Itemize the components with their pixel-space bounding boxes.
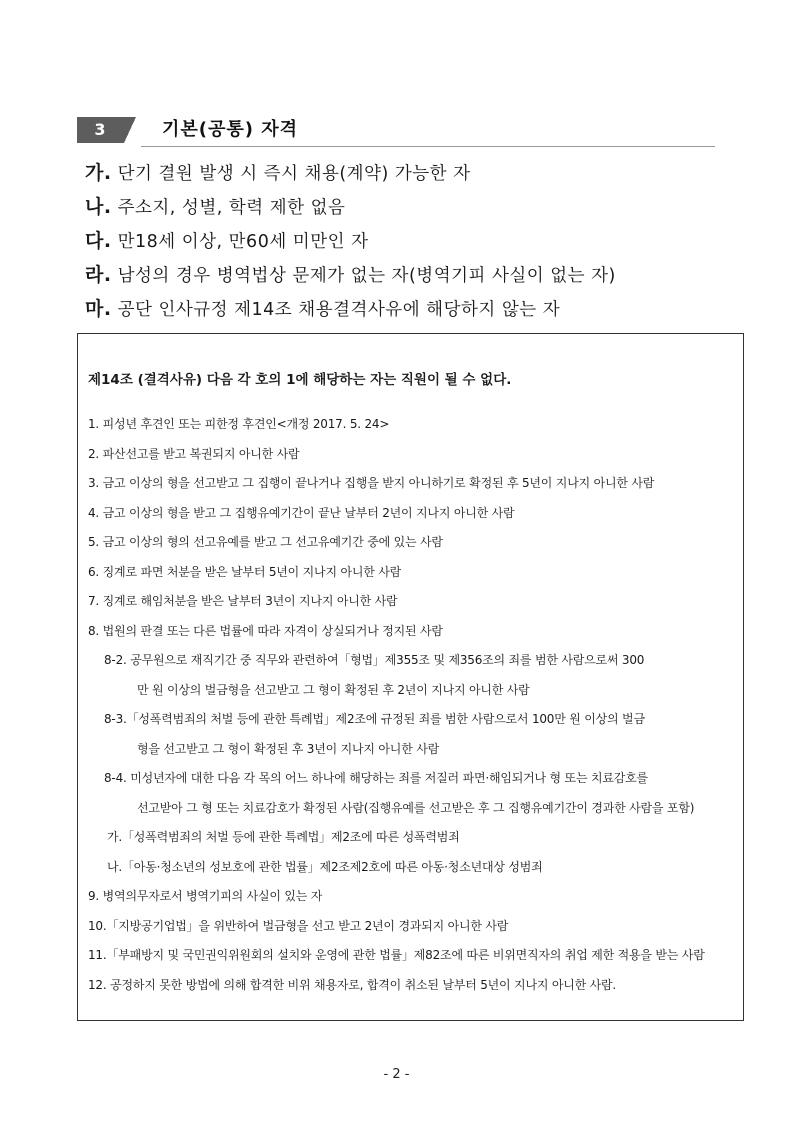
criteria-text: 만18세 이상, 만60세 미만인 자	[117, 232, 369, 252]
regulation-subline-continued: 형을 선고받고 그 형이 확정된 후 3년이 지나지 아니한 사람	[137, 741, 439, 756]
regulation-subline: 8-3.「성폭력범죄의 처벌 등에 관한 특례법」제2조에 규정된 죄를 범한 사람으로서 100만 원 이상의 벌금	[104, 712, 645, 726]
section-title: 기본(공통) 자격	[162, 119, 299, 140]
criteria-marker: 가.	[85, 162, 112, 184]
regulation-line: 2. 파산선고를 받고 복권되지 아니한 사람	[88, 446, 300, 461]
criteria-item	[85, 192, 725, 226]
section-number-badge: 3	[77, 117, 131, 143]
regulation-subline-continued: 만 원 이상의 벌금형을 선고받고 그 형이 확정된 후 2년이 지나지 아니한 사람	[137, 682, 530, 697]
regulation-items	[88, 410, 738, 1000]
regulation-line: 10.「지방공기업법」을 위반하여 벌금형을 선고 받고 2년이 경과되지 아니한 사람	[88, 918, 509, 933]
criteria-item	[85, 260, 725, 294]
page-number: - 2 -	[383, 1067, 410, 1082]
regulation-line: 4. 금고 이상의 형을 받고 그 집행유예기간이 끝난 날부터 2년이 지나지 아니한 사람	[88, 505, 515, 520]
criteria-text: 남성의 경우 병역법상 문제가 없는 자(병역기피 사실이 없는 자)	[117, 266, 616, 286]
criteria-marker: 나.	[85, 196, 112, 218]
criteria-text: 공단 인사규정 제14조 채용결격사유에 해당하지 않는 자	[117, 300, 561, 320]
regulation-subline-continued: 선고받아 그 형 또는 치료감호가 확정된 사람(집행유예를 선고받은 후 그 집행유예기간이 경과한 사람을 포함)	[137, 800, 695, 815]
criteria-list	[85, 158, 725, 328]
criteria-item	[85, 158, 725, 192]
regulation-line: 8. 법원의 판결 또는 다른 법률에 따라 자격이 상실되거나 정지된 사람	[88, 623, 443, 638]
criteria-marker: 마.	[85, 298, 112, 320]
criteria-text: 주소지, 성별, 학력 제한 없음	[117, 198, 346, 218]
criteria-item	[85, 294, 725, 328]
regulation-subline: 8-4. 미성년자에 대한 다음 각 목의 어느 하나에 해당하는 죄를 저질러 파면·해임되거나 형 또는 치료감호를	[104, 771, 648, 785]
regulation-lettered-line: 가.「성폭력범죄의 처벌 등에 관한 특례법」제2조에 따른 성폭력범죄	[107, 830, 460, 844]
criteria-item	[85, 226, 725, 260]
criteria-marker: 다.	[85, 230, 112, 252]
regulation-line: 9. 병역의무자로서 병역기피의 사실이 있는 자	[88, 889, 323, 903]
regulation-line: 7. 징계로 해임처분을 받은 날부터 3년이 지나지 아니한 사람	[88, 594, 398, 608]
section-badge-slant	[124, 117, 136, 143]
regulation-line: 6. 징계로 파면 처분을 받은 날부터 5년이 지나지 아니한 사람	[88, 564, 402, 579]
section-header	[77, 115, 715, 147]
regulation-heading: 제14조 (결격사유) 다음 각 호의 1에 해당하는 자는 직원이 될 수 없다.	[88, 372, 512, 388]
regulation-line: 5. 금고 이상의 형의 선고유예를 받고 그 선고유예기간 중에 있는 사람	[88, 535, 443, 549]
regulation-line: 11.「부패방지 및 국민권익위원회의 설치와 운영에 관한 법률」제82조에 따른 비위면직자의 취업 제한 적용을 받는 사람	[88, 948, 705, 962]
regulation-line: 3. 금고 이상의 형을 선고받고 그 집행이 끝나거나 집행을 받지 아니하기로 확정된 후 5년이 지나지 아니한 사람	[88, 476, 655, 490]
regulation-lettered-line: 나.「아동·청소년의 성보호에 관한 법률」제2조제2호에 따른 아동·청소년대상 성범죄	[107, 859, 543, 874]
regulation-subline: 8-2. 공무원으로 재직기간 중 직무와 관련하여「형법」제355조 및 제356조의 죄를 범한 사람으로써 300	[104, 653, 645, 667]
criteria-text: 단기 결원 발생 시 즉시 채용(계약) 가능한 자	[117, 164, 471, 184]
section-rule	[141, 146, 715, 147]
regulation-line: 12. 공정하지 못한 방법에 의해 합격한 비위 채용자로, 합격이 취소된 날부터 5년이 지나지 아니한 사람.	[88, 977, 617, 992]
criteria-marker: 라.	[85, 264, 112, 286]
regulation-box	[77, 333, 744, 1021]
regulation-line: 1. 피성년 후견인 또는 피한정 후견인<개정 2017. 5. 24>	[88, 417, 390, 431]
